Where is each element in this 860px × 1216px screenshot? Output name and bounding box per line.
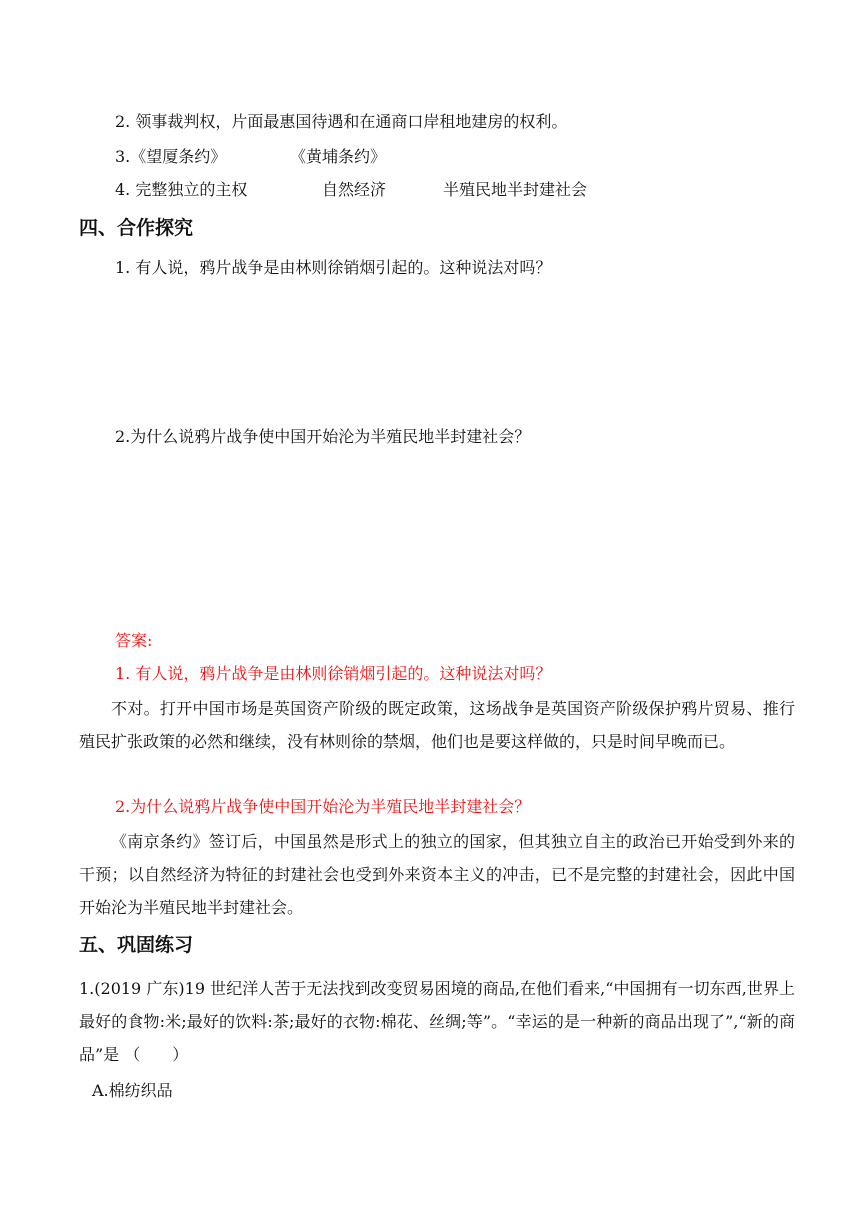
- fill-in-item-4c: 半殖民地半封建社会: [443, 180, 588, 199]
- fill-in-item-3b: 《黄埔条约》: [290, 147, 387, 166]
- section-4-heading: 四、合作探究: [79, 217, 194, 239]
- fill-in-item-4a: 4. 完整独立的主权: [115, 180, 248, 199]
- answer-question-2: 2.为什么说鸦片战争使中国开始沦为半殖民地半封建社会？: [115, 797, 531, 816]
- section-5-heading: 五、巩固练习: [79, 934, 194, 956]
- inquiry-question-1: 1. 有人说，鸦片战争是由林则徐销烟引起的。这种说法对吗？: [115, 258, 552, 277]
- practice-option-a: A.棉纺织品: [92, 1081, 173, 1100]
- fill-in-item-2: 2. 领事裁判权，片面最惠国待遇和在通商口岸租地建房的权利。: [115, 112, 568, 131]
- answer-text-1: 不对。打开中国市场是英国资产阶级的既定政策，这场战争是英国资产阶级保护鸦片贸易、推行殖民扩张政策的必然和继续，没有林则徐的禁烟，他们也是要这样做的，只是时间早晚而已。: [79, 699, 795, 751]
- answers-label: 答案:: [115, 631, 153, 650]
- answer-text-2: 《南京条约》签订后，中国虽然是形式上的独立的国家，但其独立自主的政治已开始受到外来的干预；以自然经济为特征的封建社会也受到外来资本主义的冲击，已不是完整的封建社会，因此中国开始沦为半殖民地半封建社会。: [79, 832, 795, 917]
- fill-in-item-4b: 自然经济: [322, 180, 387, 199]
- practice-question-1: 1.(2019 广东)19 世纪洋人苦于无法找到改变贸易困境的商品,在他们看来,“中国拥有一切东西,世界上最好的食物:米;最好的饮料:茶;最好的衣物:棉花、丝绸;等”。“幸运的是一种新的商品出现了”,“新的商品”是 （ ）: [79, 979, 795, 1064]
- answer-question-1: 1. 有人说，鸦片战争是由林则徐销烟引起的。这种说法对吗？: [115, 664, 552, 683]
- inquiry-question-2: 2.为什么说鸦片战争使中国开始沦为半殖民地半封建社会？: [115, 427, 531, 446]
- fill-in-item-3a: 3.《望厦条约》: [115, 147, 227, 166]
